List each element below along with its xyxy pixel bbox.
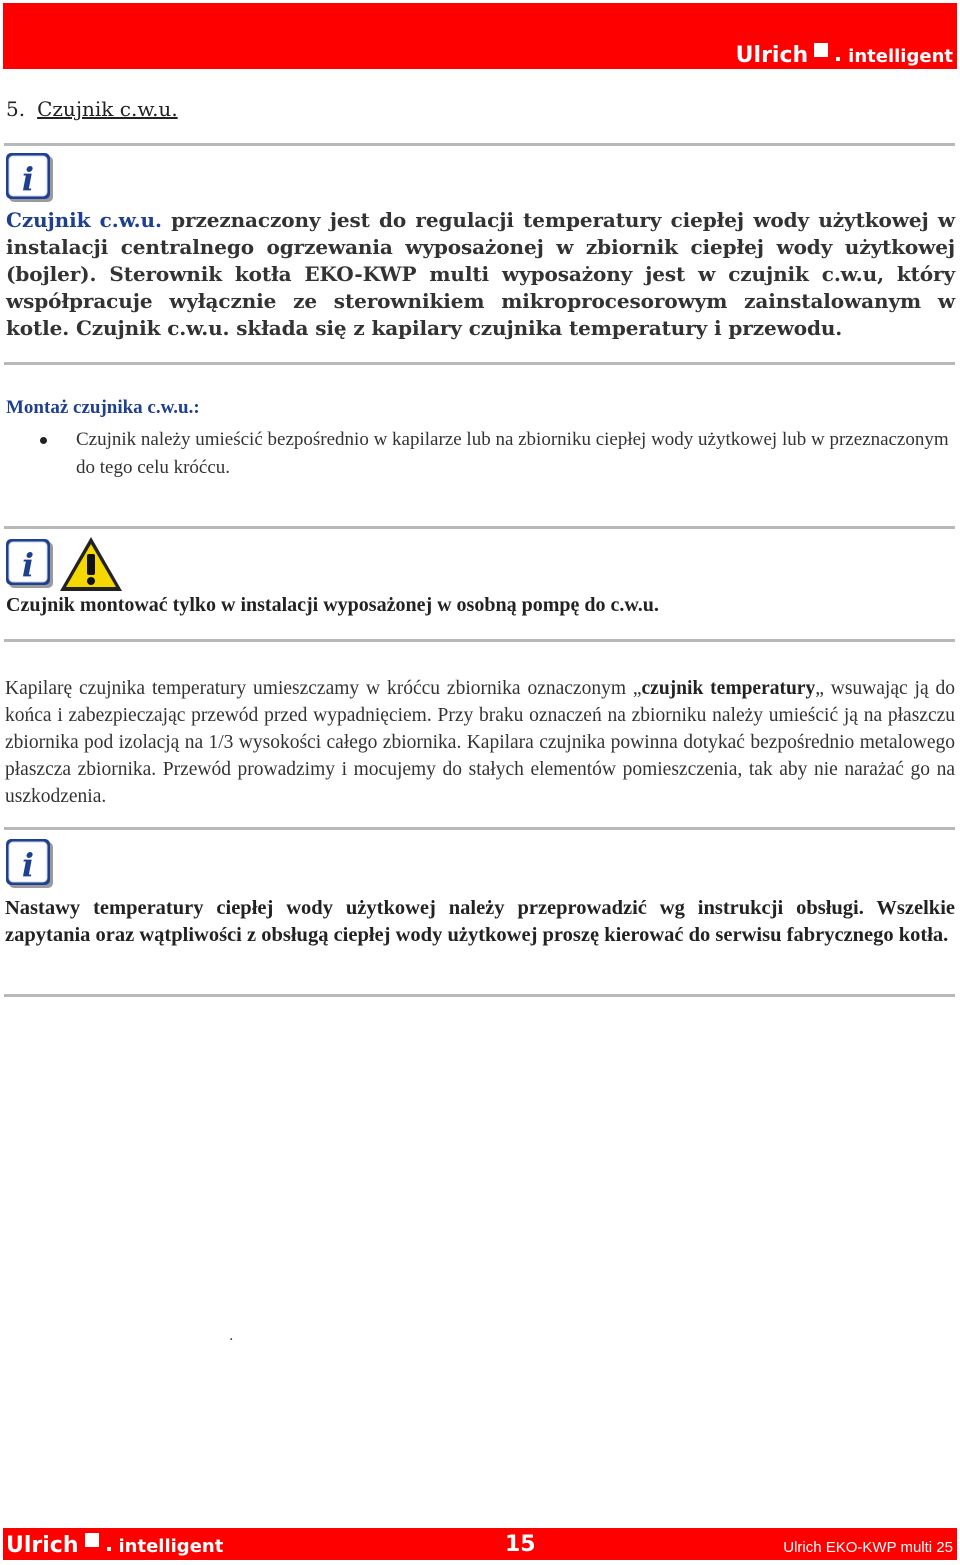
mounting-heading: Montaż czujnika c.w.u.: — [6, 397, 200, 418]
svg-text:i: i — [21, 546, 35, 584]
footer-brand-logo — [6, 1533, 223, 1557]
intro-highlight: Czujnik c.w.u. — [6, 208, 162, 232]
capillary-part2: „ wsuwając ją do końca i zabezpieczając przewód przed wypadnięciem. Przy braku oznaczeń na zbiorniku należy umieścić ją na płaszczu zbiornika pod izolacją na 1/3 wysokości całego zbiornika. Kapilara czujnika powinna dotykać bezpośrednio metalowego płaszcza zbiornika. Przewód prowadzimy i mocujemy do stałych elementów pomieszczenia, tak aby nie narażać go na uszkodzenia. — [5, 678, 955, 807]
brand-name: Ulrich — [735, 43, 809, 68]
brand-sub: intelligent — [118, 1536, 224, 1557]
brand-dot-icon — [107, 1547, 111, 1551]
header-bar — [3, 3, 957, 69]
brand-square-icon — [814, 43, 828, 57]
section-title — [6, 97, 178, 121]
info-icon — [5, 538, 55, 590]
divider — [4, 362, 955, 365]
brand-square-icon — [85, 1533, 99, 1547]
divider — [4, 827, 955, 830]
bullet-dot-icon — [40, 437, 47, 444]
section-number: 5. — [6, 97, 26, 121]
divider — [4, 994, 955, 997]
footer-bar — [3, 1528, 957, 1560]
capillary-part1: Kapilarę czujnika temperatury umieszczamy w króćcu zbiornika oznaczonym „ — [5, 678, 642, 699]
model-name: Ulrich EKO-KWP multi 25 — [783, 1539, 953, 1556]
section-title-text: Czujnik c.w.u. — [37, 97, 178, 121]
divider — [4, 526, 955, 529]
brand-dot-icon — [836, 57, 840, 61]
header-brand-logo — [736, 43, 953, 67]
mounting-bullet — [40, 426, 955, 482]
brand-sub: intelligent — [848, 46, 953, 67]
svg-text:i: i — [21, 160, 35, 198]
capillary-bold: czujnik temperatury — [641, 678, 816, 699]
info-icon — [5, 838, 55, 890]
capillary-paragraph — [5, 675, 955, 810]
brand-name: Ulrich — [6, 1533, 79, 1558]
divider — [4, 639, 955, 642]
page-number: 15 — [505, 1532, 536, 1557]
mounting-bullet-text: Czujnik należy umieścić bezpośrednio w kapilarze lub na zbiorniku ciepłej wody użytkowej lub w przeznaczonym do tego celu króćcu. — [76, 429, 949, 478]
divider — [4, 143, 955, 146]
info-icon — [5, 152, 55, 204]
svg-text:i: i — [21, 846, 35, 884]
settings-note: Nastawy temperatury ciepłej wody użytkowej należy przeprowadzić wg instrukcji obsługi. Wszelkie zapytania oraz wątpliwości z obsługą ciepłej wody użytkowej proszę kierować do serwisu fabrycznego kotła. — [5, 897, 955, 946]
intro-paragraph — [6, 207, 955, 342]
warning-text: Czujnik montować tylko w instalacji wyposażonej w osobną pompę do c.w.u. — [6, 594, 659, 616]
intro-text: przeznaczony jest do regulacji temperatury ciepłej wody użytkowej w instalacji centralnego ogrzewania wyposażonej w zbiornik ciepłej wody użytkowej (bojler). Sterownik kotła EKO-KWP multi wyposażony jest w czujnik c.w.u, który współpracuje wyłącznie ze sterownikiem mikroprocesorowym zainstalowanym w kotle. Czujnik c.w.u. składa się z kapilary czujnika temperatury i przewodu. — [6, 208, 955, 340]
stray-mark: . — [229, 1328, 234, 1344]
warning-icon — [57, 534, 125, 594]
